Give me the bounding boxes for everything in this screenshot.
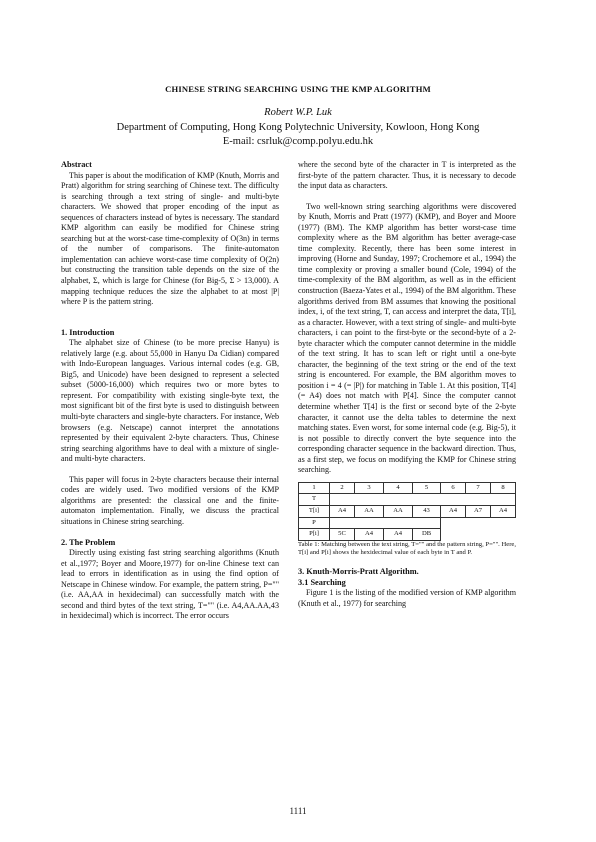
page-number: 1111 — [289, 806, 307, 816]
table-row: P[i] 5C A4 A4 DB — [299, 529, 516, 541]
left-column — [61, 160, 279, 622]
intro-heading: 1. Introduction — [61, 327, 115, 337]
abstract-text: This paper is about the modification of KMP (Knuth, Morris and Pratt) algorithm for string searching of Chinese text. The difficulty is searching through a text string of single- and multi-byte characters. We showed that proper encoding of the input as sequences of characters instead of bytes is necessary. The standard KMP algorithm can easily be modified for Chinese string searching but at the worst-case time-complexity of O(3n) in terms of the number of comparisons. The finite-automaton implementation can achieve worst-case time complexity of O(2n) but constructing the transition table depends on the size of the alphabet, Σ, which is large for Chinese (for Big-5, Σ > 13,000). A mapping technique reduces the size the alphabet to at most |P| where P is the pattern string. — [61, 170, 279, 307]
table-row: P — [299, 517, 516, 529]
kmp-heading: 3. Knuth-Morris-Pratt Algorithm. — [298, 567, 419, 576]
paper-title: CHINESE STRING SEARCHING USING THE KMP ALGORITHM — [165, 84, 431, 94]
author-name: Robert W.P. Luk — [264, 107, 332, 118]
problem-paragraph: Directly using existing fast string searching algorithms (Knuth et al.,1977; Boyer and Moore,1977) for on-line Chinese text can lead to errors in identification as in using the find option of Netscape in Chinese window. For example, the pattern string, P="" (i.e. AA,AA in hexidecimal) can successfully match with the second and third bytes of the text string, T="" (i.e. A4,AA.AA,43 in hexidecimal) which is incorrect. The error occurs — [61, 548, 279, 621]
right-paragraph-2: Two well-known string searching algorithms were discovered by Knuth, Morris and Pratt (1977) (KMP), and Boyer and Moore (1977) (BM). The KMP algorithm has better worst-case time complexity where as the BM algorithm has better average-case time complexity. Recently, there has been some interest in improving (Horne and Sunday, 1997; Crochemore et al., 1994) the time complexity or proving a smaller bound (Cole, 1994) of the time-complexity of the BM algorithm, as well as in the efficient construction (Baeza-Yates et al., 1994) of the BM algorithm. These algorithms derived from BM assumes that knowing the positional index, i, of the text string, T, can access and interpret the data, T[i], as a character. However, with a text string of single- and multi-byte characters, i can point to the first-byte or the second-byte of a 2-byte character which the computer cannot determine in the middle of the text string. It has to scan left or right until a one-byte character, the beginning of the text string or the end of the text string is encountered. For example, the BM algorithm moves to position i = 4 (= |P|) for matching in Table 1. At this position, T[4] (= A4) does not match with P[4]. Since the computer cannot determine whether T[4] is the first or second byte of the 2-byte character, it cannot use the delta tables to determine the next matching states. Even worst, for some internal code (e.g. Big-5), it is not possible to directly convert the byte sequence into the corresponding character sequence in the backward direction. Thus, as a first step, we focus on modifying the KMP for Chinese string searching. — [298, 201, 516, 475]
kmp-paragraph: Figure 1 is the listing of the modified version of KMP algorithm (Knuth et al., 1977) for searching — [298, 588, 516, 608]
table-caption: Table 1: Matching between the text string, T="" and the pattern string, P="". Here, T[i] and P[i] shows the hexidecimal value of each byte in T and P. — [298, 540, 516, 556]
right-column — [298, 160, 516, 609]
table-row: T — [299, 494, 516, 506]
abstract-heading: Abstract — [61, 160, 92, 169]
author-affiliation: Department of Computing, Hong Kong Polytechnic University, Kowloon, Hong Kong — [116, 122, 480, 133]
intro-paragraph-1: The alphabet size of Chinese (to be more precise Hanyu) is relatively large (e.g. about 55,000 in Hanyu Da Cidian) compared with Indo-European languages. Various internal codes (e.g. GB, Big5, and Unicode) have been designed to represent a selected subset (5000-16,000) which requires two or more bytes to represent. For compatibility with existing single-byte text, the most significant bit of the first byte is used to distinguish between multi-byte characters and single-byte characters. For instance, Web browsers (e.g. Netscape) cannot interpret the annotations represented by their equivalent 2-byte characters. Thus, Chinese string searching algorithms have to deal with a mixture of single- and multi-byte characters. — [61, 338, 279, 464]
problem-heading: 2. The Problem — [61, 537, 116, 547]
intro-paragraph-2: This paper will focus in 2-byte characters because their internal codes are widely used. Two modified versions of the KMP algorithms are presented: the classical one and the finite-automaton implementation. Finally, we discuss the practical situations in Chinese string searching. — [61, 474, 279, 526]
byte-matching-table — [298, 482, 516, 541]
right-paragraph-1: where the second byte of the character in T is interpreted as the first-byte of the pattern character. Thus, it is necessary to decode the input data as characters. — [298, 160, 516, 191]
author-email: E-mail: csrluk@comp.polyu.edu.hk — [222, 136, 374, 147]
table-row: 1 2 3 4 5 6 7 8 — [299, 482, 516, 494]
table-row: T[i] A4 AA AA 43 A4 A7 A4 — [299, 505, 516, 517]
kmp-subheading: 3.1 Searching — [298, 577, 346, 587]
